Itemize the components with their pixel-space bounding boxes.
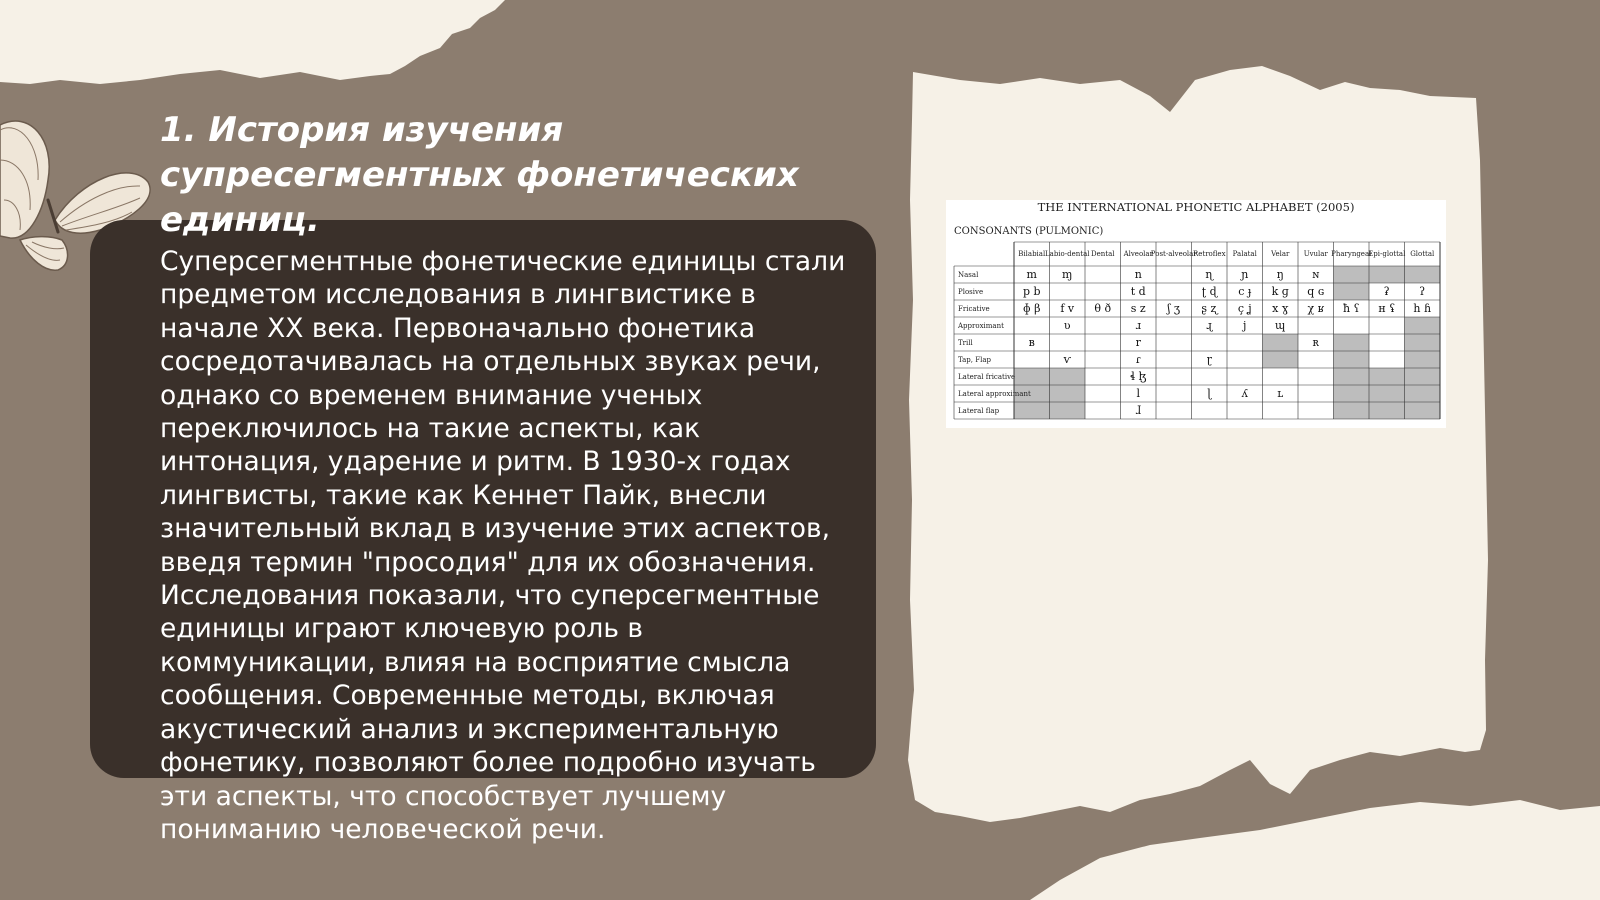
- ipa-symbol: n: [1134, 268, 1142, 281]
- ipa-shaded-cell: [1405, 402, 1441, 419]
- ipa-row-label: Tap, Flap: [958, 356, 991, 364]
- ipa-symbol: ɰ: [1275, 319, 1286, 332]
- ipa-shaded-cell: [1405, 368, 1441, 385]
- ipa-column-header: Labio-dental: [1045, 250, 1090, 258]
- ipa-shaded-cell: [1014, 368, 1050, 385]
- ipa-column-header: Uvular: [1303, 250, 1328, 258]
- ipa-symbol: j: [1243, 319, 1247, 332]
- ipa-symbol: c ɟ: [1238, 285, 1252, 298]
- top-torn-paper: [0, 0, 505, 84]
- ipa-symbol: p b: [1022, 285, 1041, 298]
- ipa-symbol: ɱ: [1062, 268, 1073, 281]
- ipa-shaded-cell: [1405, 317, 1441, 334]
- ipa-symbol: ʙ: [1028, 336, 1035, 349]
- ipa-column-header: Post-alveolar: [1150, 250, 1197, 258]
- ipa-shaded-cell: [1050, 368, 1086, 385]
- ipa-row-label: Fricative: [958, 305, 990, 313]
- ipa-shaded-cell: [1263, 334, 1299, 351]
- ipa-symbol: χ ʁ: [1307, 302, 1325, 315]
- ipa-column-header: Pharyngeal: [1331, 250, 1372, 258]
- ipa-symbol: s z: [1130, 302, 1146, 315]
- ipa-symbol: θ ð: [1094, 302, 1112, 315]
- ipa-shaded-cell: [1405, 351, 1441, 368]
- ipa-chart-title: THE INTERNATIONAL PHONETIC ALPHABET (2005): [1037, 200, 1355, 214]
- ipa-shaded-cell: [1334, 385, 1370, 402]
- ipa-symbol: f v: [1060, 302, 1075, 315]
- ipa-symbol: ŋ: [1276, 268, 1284, 281]
- ipa-row-label: Lateral flap: [958, 407, 1000, 415]
- ipa-column-header: Dental: [1091, 250, 1115, 258]
- ipa-row-label: Lateral fricative: [958, 373, 1016, 381]
- slide-title: 1. История изучения супресегментных фонетических единиц.: [160, 110, 799, 240]
- ipa-symbol: k ɡ: [1271, 285, 1289, 298]
- ipa-symbol: r: [1135, 336, 1141, 349]
- ipa-shaded-cell: [1263, 351, 1299, 368]
- ipa-symbol: m: [1026, 268, 1037, 281]
- ipa-shaded-cell: [1334, 334, 1370, 351]
- ipa-symbol: ʀ: [1312, 336, 1319, 349]
- ipa-symbol: ɲ: [1241, 268, 1249, 281]
- ipa-symbol: ɳ: [1205, 268, 1214, 281]
- ipa-symbol: ʃ ʒ: [1167, 302, 1181, 315]
- bottom-torn-paper: [1030, 800, 1600, 900]
- ipa-symbol: ɹ: [1135, 319, 1142, 332]
- ipa-column-header: Retroflex: [1192, 250, 1226, 258]
- ipa-symbol: ɺ: [1135, 404, 1142, 417]
- ipa-shaded-cell: [1369, 368, 1405, 385]
- ipa-shaded-cell: [1405, 266, 1441, 283]
- ipa-symbol: l: [1136, 387, 1141, 400]
- ipa-shaded-cell: [1405, 334, 1441, 351]
- ipa-column-header: Palatal: [1232, 250, 1257, 258]
- ipa-column-header: Epi-glottal: [1368, 250, 1406, 258]
- ipa-symbol: ɾ: [1135, 353, 1141, 366]
- ipa-symbol: ʈ ɖ: [1201, 285, 1217, 298]
- ipa-row-label: Plosive: [958, 288, 984, 296]
- ipa-row-label: Lateral approximant: [958, 390, 1031, 398]
- ipa-symbol: q ɢ: [1307, 285, 1325, 298]
- ipa-column-header: Velar: [1271, 250, 1290, 258]
- ipa-shaded-cell: [1369, 266, 1405, 283]
- ipa-shaded-cell: [1050, 385, 1086, 402]
- ipa-shaded-cell: [1334, 266, 1370, 283]
- ipa-symbol: ʂ ʐ: [1201, 302, 1218, 315]
- ipa-shaded-cell: [1050, 402, 1086, 419]
- ipa-shaded-cell: [1334, 402, 1370, 419]
- ipa-symbol: ʟ: [1277, 387, 1284, 400]
- ipa-symbol: ʔ: [1419, 285, 1426, 298]
- ipa-symbol: ɴ: [1312, 268, 1320, 281]
- ipa-chart-subtitle: CONSONANTS (PULMONIC): [954, 226, 1104, 237]
- ipa-symbol: x ɣ: [1272, 302, 1289, 315]
- ipa-row-label: Nasal: [958, 271, 979, 279]
- ipa-symbol: ɽ: [1206, 353, 1212, 366]
- ipa-shaded-cell: [1334, 283, 1370, 300]
- ipa-symbol: ɬ ɮ: [1130, 370, 1147, 383]
- ipa-shaded-cell: [1334, 351, 1370, 368]
- slide-body-text: Суперсегментные фонетические единицы стали предметом исследования в лингвистике в начале XX века. Первоначально фонетика сосредотачивалась на отдельных звуках речи, однако со временем внимание ученых переключилось на такие аспекты, как интонация, ударение и ритм. В 1930-х годах лингвисты, такие как Кеннет Пайк, внесли значительный вклад в изучение этих аспектов, введя термин "просодия" для их обозначения. Исследования показали, что суперсегментные единицы играют ключевую роль в коммуникации, влияя на восприятие смысла сообщения. Современные методы, включая акустический анализ и экспериментальную фонетику, позволяют более подробно изучать эти аспекты, что способствует лучшему пониманию человеческой речи.: [160, 246, 846, 845]
- ipa-column-header: Glottal: [1410, 250, 1435, 258]
- ipa-row-label: Approximant: [958, 322, 1004, 330]
- ipa-consonant-table: [946, 200, 1446, 428]
- ipa-row-label: Trill: [958, 339, 973, 347]
- ipa-chart-image: [946, 200, 1446, 428]
- ipa-symbol: ɸ β: [1023, 302, 1041, 315]
- ipa-shaded-cell: [1334, 368, 1370, 385]
- ipa-symbol: ɻ: [1206, 319, 1213, 332]
- ipa-column-header: Alveolar: [1123, 250, 1153, 258]
- ipa-symbol: ɭ: [1207, 387, 1212, 400]
- ipa-symbol: ʡ: [1383, 285, 1390, 298]
- ipa-symbol: ⱱ: [1063, 353, 1071, 366]
- right-torn-paper: [908, 66, 1488, 822]
- ipa-shaded-cell: [1369, 385, 1405, 402]
- ipa-shaded-cell: [1405, 385, 1441, 402]
- ipa-shaded-cell: [1369, 402, 1405, 419]
- ipa-column-header: Bilabial: [1018, 250, 1046, 258]
- ipa-symbol: ʜ ʢ: [1378, 302, 1396, 315]
- ipa-shaded-cell: [1014, 402, 1050, 419]
- ipa-symbol: ʎ: [1241, 387, 1248, 400]
- ipa-symbol: ç ʝ: [1237, 302, 1252, 315]
- ipa-symbol: h ɦ: [1413, 302, 1432, 315]
- ipa-symbol: ħ ʕ: [1343, 302, 1360, 315]
- ipa-symbol: t d: [1130, 285, 1146, 298]
- ipa-symbol: ʋ: [1063, 319, 1071, 332]
